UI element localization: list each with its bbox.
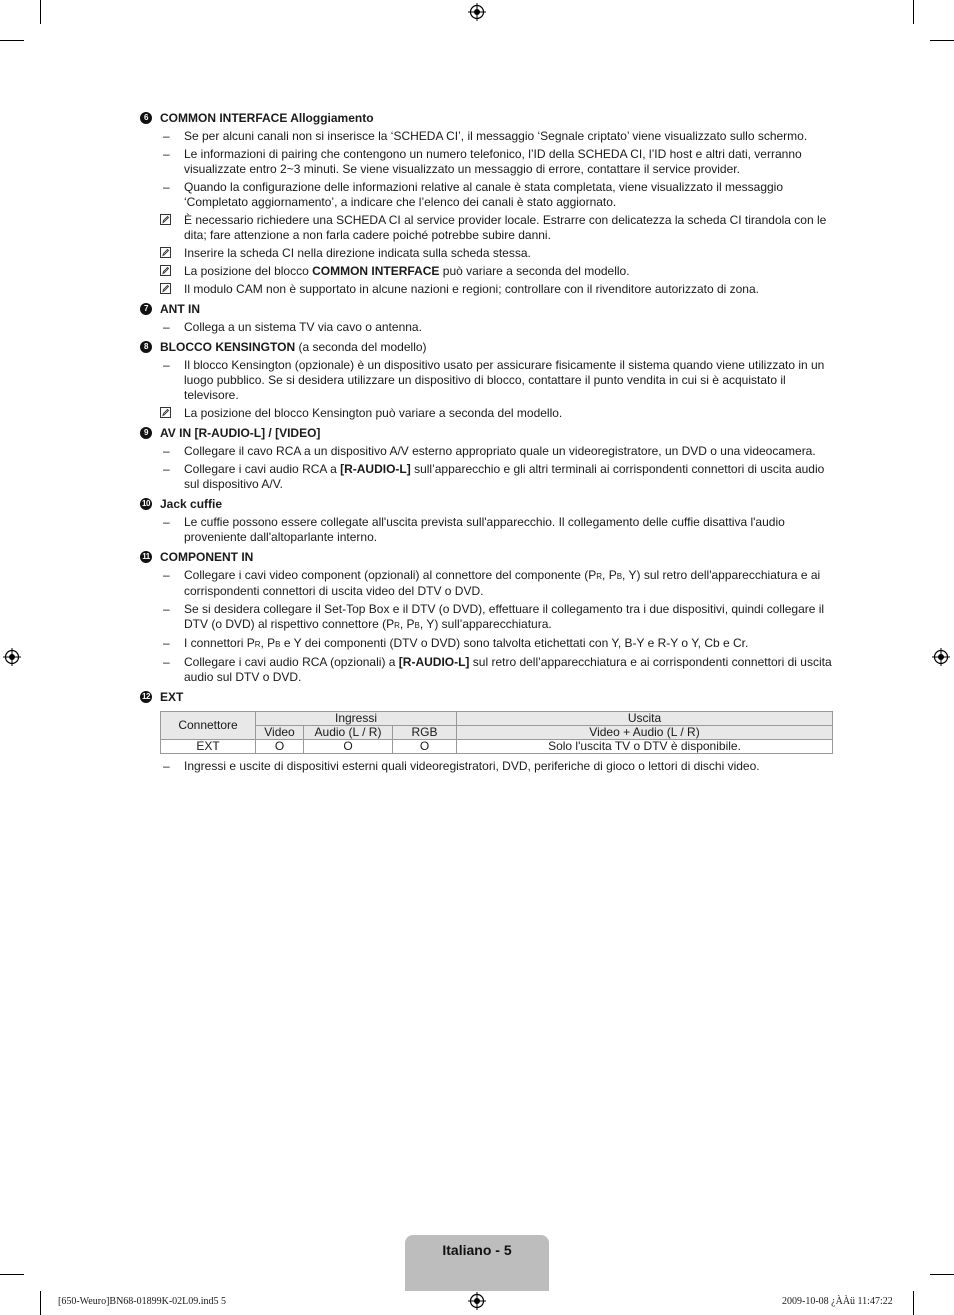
list-item xyxy=(140,358,837,403)
text-run: Collegare i cavi video component (opzionali) al connettore del componente (P xyxy=(184,568,597,582)
list-item xyxy=(140,180,837,210)
text-run: , P xyxy=(260,636,276,650)
ext-connector-table xyxy=(160,711,833,754)
list-item xyxy=(140,515,837,545)
subscript-b: B xyxy=(275,640,281,649)
table-cell-audio: O xyxy=(304,740,393,754)
list-item xyxy=(140,147,837,177)
note-icon xyxy=(160,407,171,418)
header-uscita: Uscita xyxy=(457,712,833,726)
table-cell-name: EXT xyxy=(161,740,256,754)
text-run: Se si desidera collegare il Set-Top Box e il DTV (o DVD), effettuare il collegamento tra i due dispositivi, quindi collegare il DTV (o DVD) al rispettivo connettore (P xyxy=(184,602,825,631)
section-title xyxy=(140,690,837,705)
registration-mark-icon xyxy=(932,648,950,666)
list-item xyxy=(140,444,837,459)
crop-mark xyxy=(930,40,954,41)
note-item xyxy=(140,264,837,279)
section-title-rest: (a seconda del modello) xyxy=(295,340,427,354)
section-title xyxy=(140,302,837,317)
section-title xyxy=(140,340,837,355)
section-number-icon: 10 xyxy=(140,498,152,510)
section-title-bold: ANT IN xyxy=(160,302,200,316)
section-title-bold: COMPONENT IN xyxy=(160,550,254,564)
text-run: I connettori P xyxy=(184,636,255,650)
list-item xyxy=(140,636,837,652)
section-number-icon: 11 xyxy=(140,551,152,563)
table-subheader-row xyxy=(161,726,833,740)
crop-mark xyxy=(930,1274,954,1275)
registration-mark-icon xyxy=(3,648,21,666)
dash-bullet: – xyxy=(163,180,170,194)
registration-mark-icon xyxy=(468,3,486,21)
header-connettore: Connettore xyxy=(161,712,256,740)
section-number-icon: 8 xyxy=(140,341,152,353)
subscript-r: R xyxy=(254,640,261,649)
list-item xyxy=(140,568,837,599)
item-text: Le informazioni di pairing che contengono un numero telefonico, l’ID della SCHEDA CI, l’ID host e altri dati, verranno visualizzate entro 2~3 minuti. Se viene visualizzato un messaggio di errore, contattare il service provider. xyxy=(184,147,802,176)
text-run: Collegare i cavi audio RCA a xyxy=(184,462,341,476)
dash-bullet: – xyxy=(163,320,170,334)
print-file-info: [650-Weuro]BN68-01899K-02L09.ind5 5 xyxy=(58,1296,227,1307)
list-item xyxy=(140,655,837,685)
subscript-r: R xyxy=(394,621,400,630)
dash-bullet: – xyxy=(163,636,170,650)
header-ingressi: Ingressi xyxy=(256,712,457,726)
text-run: , P xyxy=(399,617,415,631)
crop-mark xyxy=(0,1274,24,1275)
text-bold: [R-AUDIO-L] xyxy=(398,655,470,669)
manual-content xyxy=(140,111,837,774)
section-number-icon: 9 xyxy=(140,427,152,439)
table-cell-out: Solo l'uscita TV o DTV è disponibile. xyxy=(457,740,833,754)
section-title xyxy=(140,426,837,441)
dash-bullet: – xyxy=(163,602,170,616)
dash-bullet: – xyxy=(163,358,170,372)
text-bold: [R-AUDIO-L] xyxy=(340,462,411,476)
section-number-icon: 7 xyxy=(140,303,152,315)
text-bold: COMMON INTERFACE xyxy=(312,264,440,278)
note-icon xyxy=(160,265,171,276)
section-number-icon: 6 xyxy=(140,112,152,124)
dash-bullet: – xyxy=(163,515,170,529)
text-run: , Y) sul retro dell'apparecchiatura e ai corrispondenti connettori di uscita video del DTV o DVD. xyxy=(184,568,821,598)
list-item xyxy=(140,602,837,633)
dash-bullet: – xyxy=(163,568,170,582)
header-audio: Audio (L / R) xyxy=(304,726,393,740)
section-title xyxy=(140,111,837,126)
dash-bullet: – xyxy=(163,759,170,773)
section-title-bold: EXT xyxy=(160,690,184,704)
dash-bullet: – xyxy=(163,462,170,476)
table-cell-rgb: O xyxy=(393,740,457,754)
section-title xyxy=(140,497,837,512)
dash-bullet: – xyxy=(163,655,170,669)
note-item xyxy=(140,406,837,421)
item-text: Il blocco Kensington (opzionale) è un dispositivo usato per assicurare fisicamente il sistema quando viene utilizzato in un luogo pubblico. Se si desidera utilizzare un dispositivo di blocco, contattare il punto vendita in cui si è acquistato il televisore. xyxy=(184,358,825,402)
section-title-bold: BLOCCO KENSINGTON xyxy=(160,340,296,354)
section-title-bold: Jack cuffie xyxy=(160,497,223,511)
crop-mark xyxy=(40,1291,41,1315)
note-item xyxy=(140,246,837,261)
item-text: È necessario richiedere una SCHEDA CI al service provider locale. Estrarre con delicatezza la scheda CI tirandola con le dita; fare attenzione a non farla cadere poiché potrebbe subire danni. xyxy=(184,213,827,242)
text-run: La posizione del blocco xyxy=(184,264,313,278)
subscript-r: R xyxy=(596,572,603,581)
item-text: Quando la configurazione delle informazioni relative al canale è stata completata, viene visualizzato il messaggio ‘Completato aggiornamento’, a indicare che l’elenco dei canali è stato aggiornato. xyxy=(184,180,784,209)
list-item xyxy=(140,320,837,335)
dash-bullet: – xyxy=(163,147,170,161)
text-run: , Y) sull’apparecchiatura. xyxy=(419,617,552,631)
text-run: può variare a seconda del modello. xyxy=(439,264,630,278)
note-icon xyxy=(160,214,171,225)
text-run: Collegare i cavi audio RCA (opzionali) a xyxy=(184,655,399,669)
registration-mark-icon xyxy=(468,1292,486,1310)
item-text: La posizione del blocco Kensington può variare a seconda del modello. xyxy=(184,406,563,420)
item-text: Inserire la scheda CI nella direzione indicata sulla scheda stessa. xyxy=(184,246,531,260)
item-text: Collegare il cavo RCA a un dispositivo A/V esterno appropriato quale un videoregistratore, un DVD o una videocamera. xyxy=(184,444,816,458)
dash-bullet: – xyxy=(163,129,170,143)
header-video: Video xyxy=(256,726,304,740)
crop-mark xyxy=(0,40,24,41)
section-title-bold: COMMON INTERFACE Alloggiamento xyxy=(160,111,374,125)
item-text: Se per alcuni canali non si inserisce la ‘SCHEDA CI’, il messaggio ‘Segnale criptato’ viene visualizzato sullo schermo. xyxy=(184,129,808,143)
subscript-b: B xyxy=(616,572,623,581)
text-run: sull’apparecchio e gli altri terminali ai corrispondenti connettori di uscita audio sul dispositivo A/V. xyxy=(184,462,825,491)
text-run: , P xyxy=(602,568,617,582)
list-item xyxy=(140,129,837,144)
note-icon xyxy=(160,247,171,258)
note-icon xyxy=(160,283,171,294)
crop-mark xyxy=(40,0,41,24)
section-title-bold: AV IN [R-AUDIO-L] / [VIDEO] xyxy=(160,426,321,440)
item-text: Le cuffie possono essere collegate all'uscita prevista sull'apparecchio. Il collegamento delle cuffie disattiva l'audio proveniente dall'altoparlante interno. xyxy=(184,515,785,544)
item-text: Il modulo CAM non è supportato in alcune nazioni e regioni; controllare con il rivenditore autorizzato di zona. xyxy=(184,282,759,296)
page-number: Italiano - 5 xyxy=(442,1242,512,1258)
table-header-row xyxy=(161,712,833,726)
header-rgb: RGB xyxy=(393,726,457,740)
note-item xyxy=(140,282,837,297)
section-title xyxy=(140,550,837,565)
subscript-b: B xyxy=(414,621,420,630)
header-video-audio: Video + Audio (L / R) xyxy=(457,726,833,740)
crop-mark xyxy=(913,1291,914,1315)
item-text: Collega a un sistema TV via cavo o antenna. xyxy=(184,320,422,334)
note-item xyxy=(140,213,837,243)
list-item xyxy=(140,759,837,774)
text-run: e Y dei componenti (DTV o DVD) sono talvolta etichettati con Y, B-Y e R-Y o Y, Cb e Cr. xyxy=(280,636,749,650)
table-row xyxy=(161,740,833,754)
table-cell-video: O xyxy=(256,740,304,754)
crop-mark xyxy=(913,0,914,24)
section-number-icon: 12 xyxy=(140,691,152,703)
dash-bullet: – xyxy=(163,444,170,458)
item-text: Ingressi e uscite di dispositivi esterni quali videoregistratori, DVD, periferiche di gioco o lettori di dischi video. xyxy=(184,759,760,773)
list-item xyxy=(140,462,837,492)
text-run: sul retro dell’apparecchiatura e ai corrispondenti connettori di uscita audio sul DTV o DVD. xyxy=(184,655,832,684)
print-date-info: 2009-10-08 ¿ÀÀü 11:47:22 xyxy=(782,1296,893,1307)
